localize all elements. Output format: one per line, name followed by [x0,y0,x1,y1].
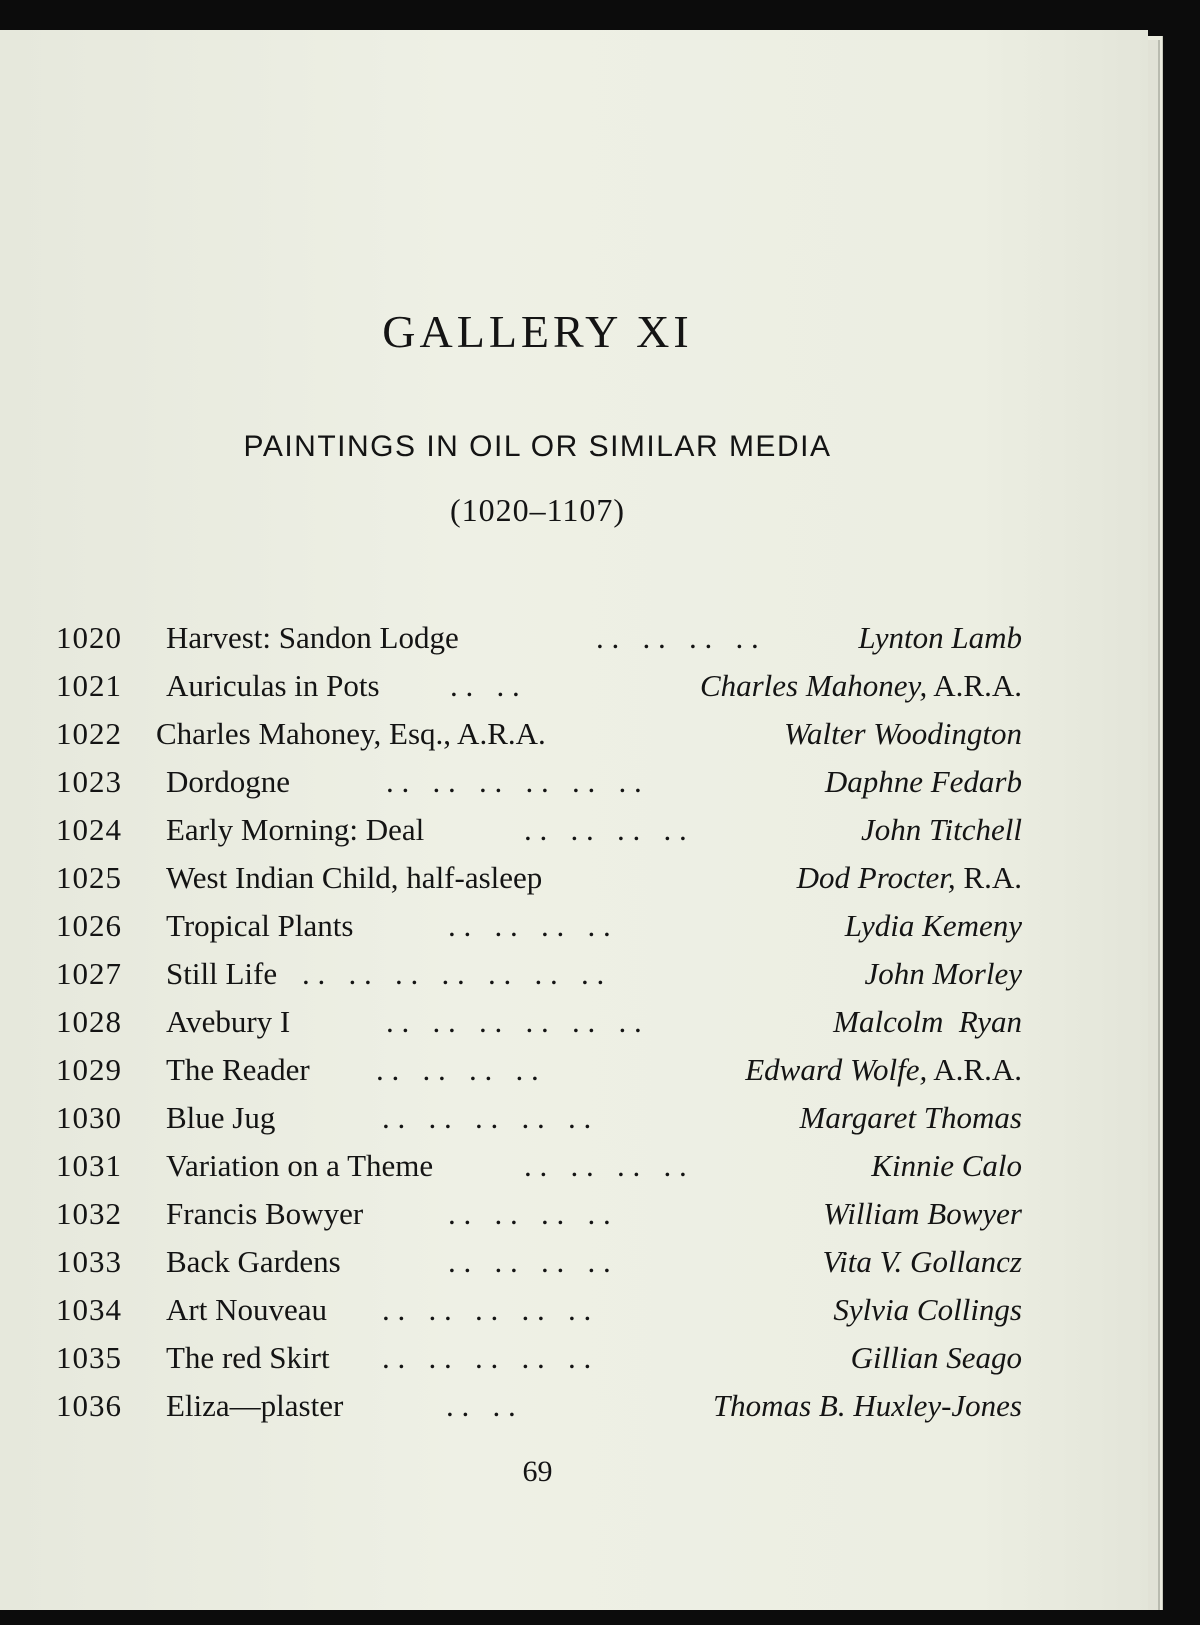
entry-title: West Indian Child, half-asleep [166,860,543,895]
catalogue-entry [56,860,1022,908]
entry-artist [784,716,1022,752]
entry-number: 1024 [56,812,122,847]
entry-artist [745,1052,1022,1088]
entry-artist [713,1388,1022,1424]
catalogue-entry [56,1100,1022,1148]
entry-artist [823,1196,1022,1232]
catalogue-entry [56,1388,1022,1436]
artist-name: Lydia Kemeny [844,908,1022,943]
catalogue-entry [56,764,1022,812]
entry-number: 1035 [56,1340,122,1375]
artist-name: Dod Procter, [796,860,956,895]
dot-leader: . . . . . . . . [448,1244,611,1279]
entry-artist [797,860,1022,896]
catalogue-entry [56,1052,1022,1100]
artist-name: Kinnie Calo [871,1148,1022,1183]
catalogue-entry [56,1148,1022,1196]
entry-artist [864,956,1022,992]
dot-leader: . . . . . . . . [524,812,687,847]
entry-number: 1025 [56,860,122,895]
entry-number: 1027 [56,956,122,991]
entry-title: Harvest: Sandon Lodge [166,620,459,655]
catalogue-entry [56,1244,1022,1292]
dot-leader: . . . . . . . . . . . . [386,1004,642,1039]
entry-number: 1029 [56,1052,122,1087]
catalogue-entries [56,620,1022,1436]
dot-leader: . . . . [450,668,520,703]
entry-title: The red Skirt [166,1340,330,1375]
dot-leader: . . . . . . . . . . . . [386,764,642,799]
entry-title: Art Nouveau [166,1292,327,1327]
artist-name: Margaret Thomas [799,1100,1022,1135]
entry-artist [833,1004,1022,1040]
entry-title: Charles Mahoney, Esq., A.R.A. [156,716,546,751]
entry-artist [851,1340,1022,1376]
entry-number: 1036 [56,1388,122,1423]
entry-title: Back Gardens [166,1244,341,1279]
dot-leader: . . . . . . . . . . . . . . [302,956,605,991]
catalogue-entry [56,620,1022,668]
dot-leader: . . . . . . . . [448,1196,611,1231]
catalogue-entry [56,908,1022,956]
entry-number: 1028 [56,1004,122,1039]
entry-number: 1034 [56,1292,122,1327]
number-range: (1020–1107) [449,492,626,528]
entry-title: Tropical Plants [166,908,354,943]
dot-leader: . . . . . . . . [448,908,611,943]
entry-number: 1031 [56,1148,122,1183]
catalogue-entry [56,716,1022,764]
entry-title: Early Morning: Deal [166,812,425,847]
artist-honours: R.A. [955,860,1022,895]
entry-artist [700,668,1022,704]
artist-name: Walter Woodington [784,716,1022,751]
artist-name: Daphne Fedarb [824,764,1022,799]
artist-name: Gillian Seago [850,1340,1022,1375]
dot-leader: . . . . . . . . . . [382,1292,592,1327]
artist-name: William Bowyer [823,1196,1022,1231]
gallery-title: GALLERY XI [382,306,693,357]
entry-title: Eliza—plaster [166,1388,344,1423]
entry-artist [833,1292,1022,1328]
artist-name: John Morley [864,956,1022,991]
artist-name: Vita V. Gollancz [822,1244,1022,1279]
artist-name: Malcolm Ryan [833,1004,1022,1039]
catalogue-entry [56,668,1022,716]
entry-title: The Reader [166,1052,310,1087]
artist-name: Charles Mahoney, [699,668,928,703]
artist-name: Edward Wolfe, [745,1052,928,1087]
entry-number: 1022 [56,716,122,751]
entry-artist [861,812,1022,848]
dot-leader: . . . . . . . . . . [382,1340,592,1375]
entry-artist [823,1244,1023,1280]
entry-title: Dordogne [166,764,290,799]
entry-artist [845,908,1022,944]
entry-title: Still Life [166,956,278,991]
entry-artist [800,1100,1022,1136]
entry-number: 1033 [56,1244,122,1279]
entry-artist [858,620,1022,656]
page-number: 69 [522,1455,553,1488]
artist-honours: A.R.A. [927,668,1022,703]
artist-name: Sylvia Collings [833,1292,1022,1327]
entry-artist [825,764,1022,800]
entry-title: Blue Jug [166,1100,276,1135]
dot-leader: . . . . . . . . . . [382,1100,592,1135]
dot-leader: . . . . [446,1388,516,1423]
catalogue-entry [56,956,1022,1004]
artist-name: Thomas B. Huxley-Jones [712,1388,1022,1423]
artist-name: John Titchell [860,812,1022,847]
dot-leader: . . . . . . . . [376,1052,539,1087]
section-subtitle: PAINTINGS IN OIL OR SIMILAR MEDIA [243,430,832,463]
entry-title: Auriculas in Pots [166,668,380,703]
entry-number: 1030 [56,1100,122,1135]
entry-number: 1026 [56,908,122,943]
artist-honours: A.R.A. [927,1052,1022,1087]
artist-name: Lynton Lamb [858,620,1022,655]
catalogue-entry [56,1196,1022,1244]
catalogue-entry [56,812,1022,860]
dot-leader: . . . . . . . . [524,1148,687,1183]
entry-title: Francis Bowyer [166,1196,364,1231]
catalogue-entry [56,1292,1022,1340]
entry-title: Avebury I [166,1004,291,1039]
entry-number: 1032 [56,1196,122,1231]
dot-leader: . . . . . . . . [596,620,759,655]
catalogue-entry [56,1340,1022,1388]
entry-number: 1020 [56,620,122,655]
entry-number: 1023 [56,764,122,799]
entry-number: 1021 [56,668,122,703]
catalogue-entry [56,1004,1022,1052]
entry-title: Variation on a Theme [166,1148,434,1183]
entry-artist [871,1148,1022,1184]
catalogue-page [0,30,1148,1610]
